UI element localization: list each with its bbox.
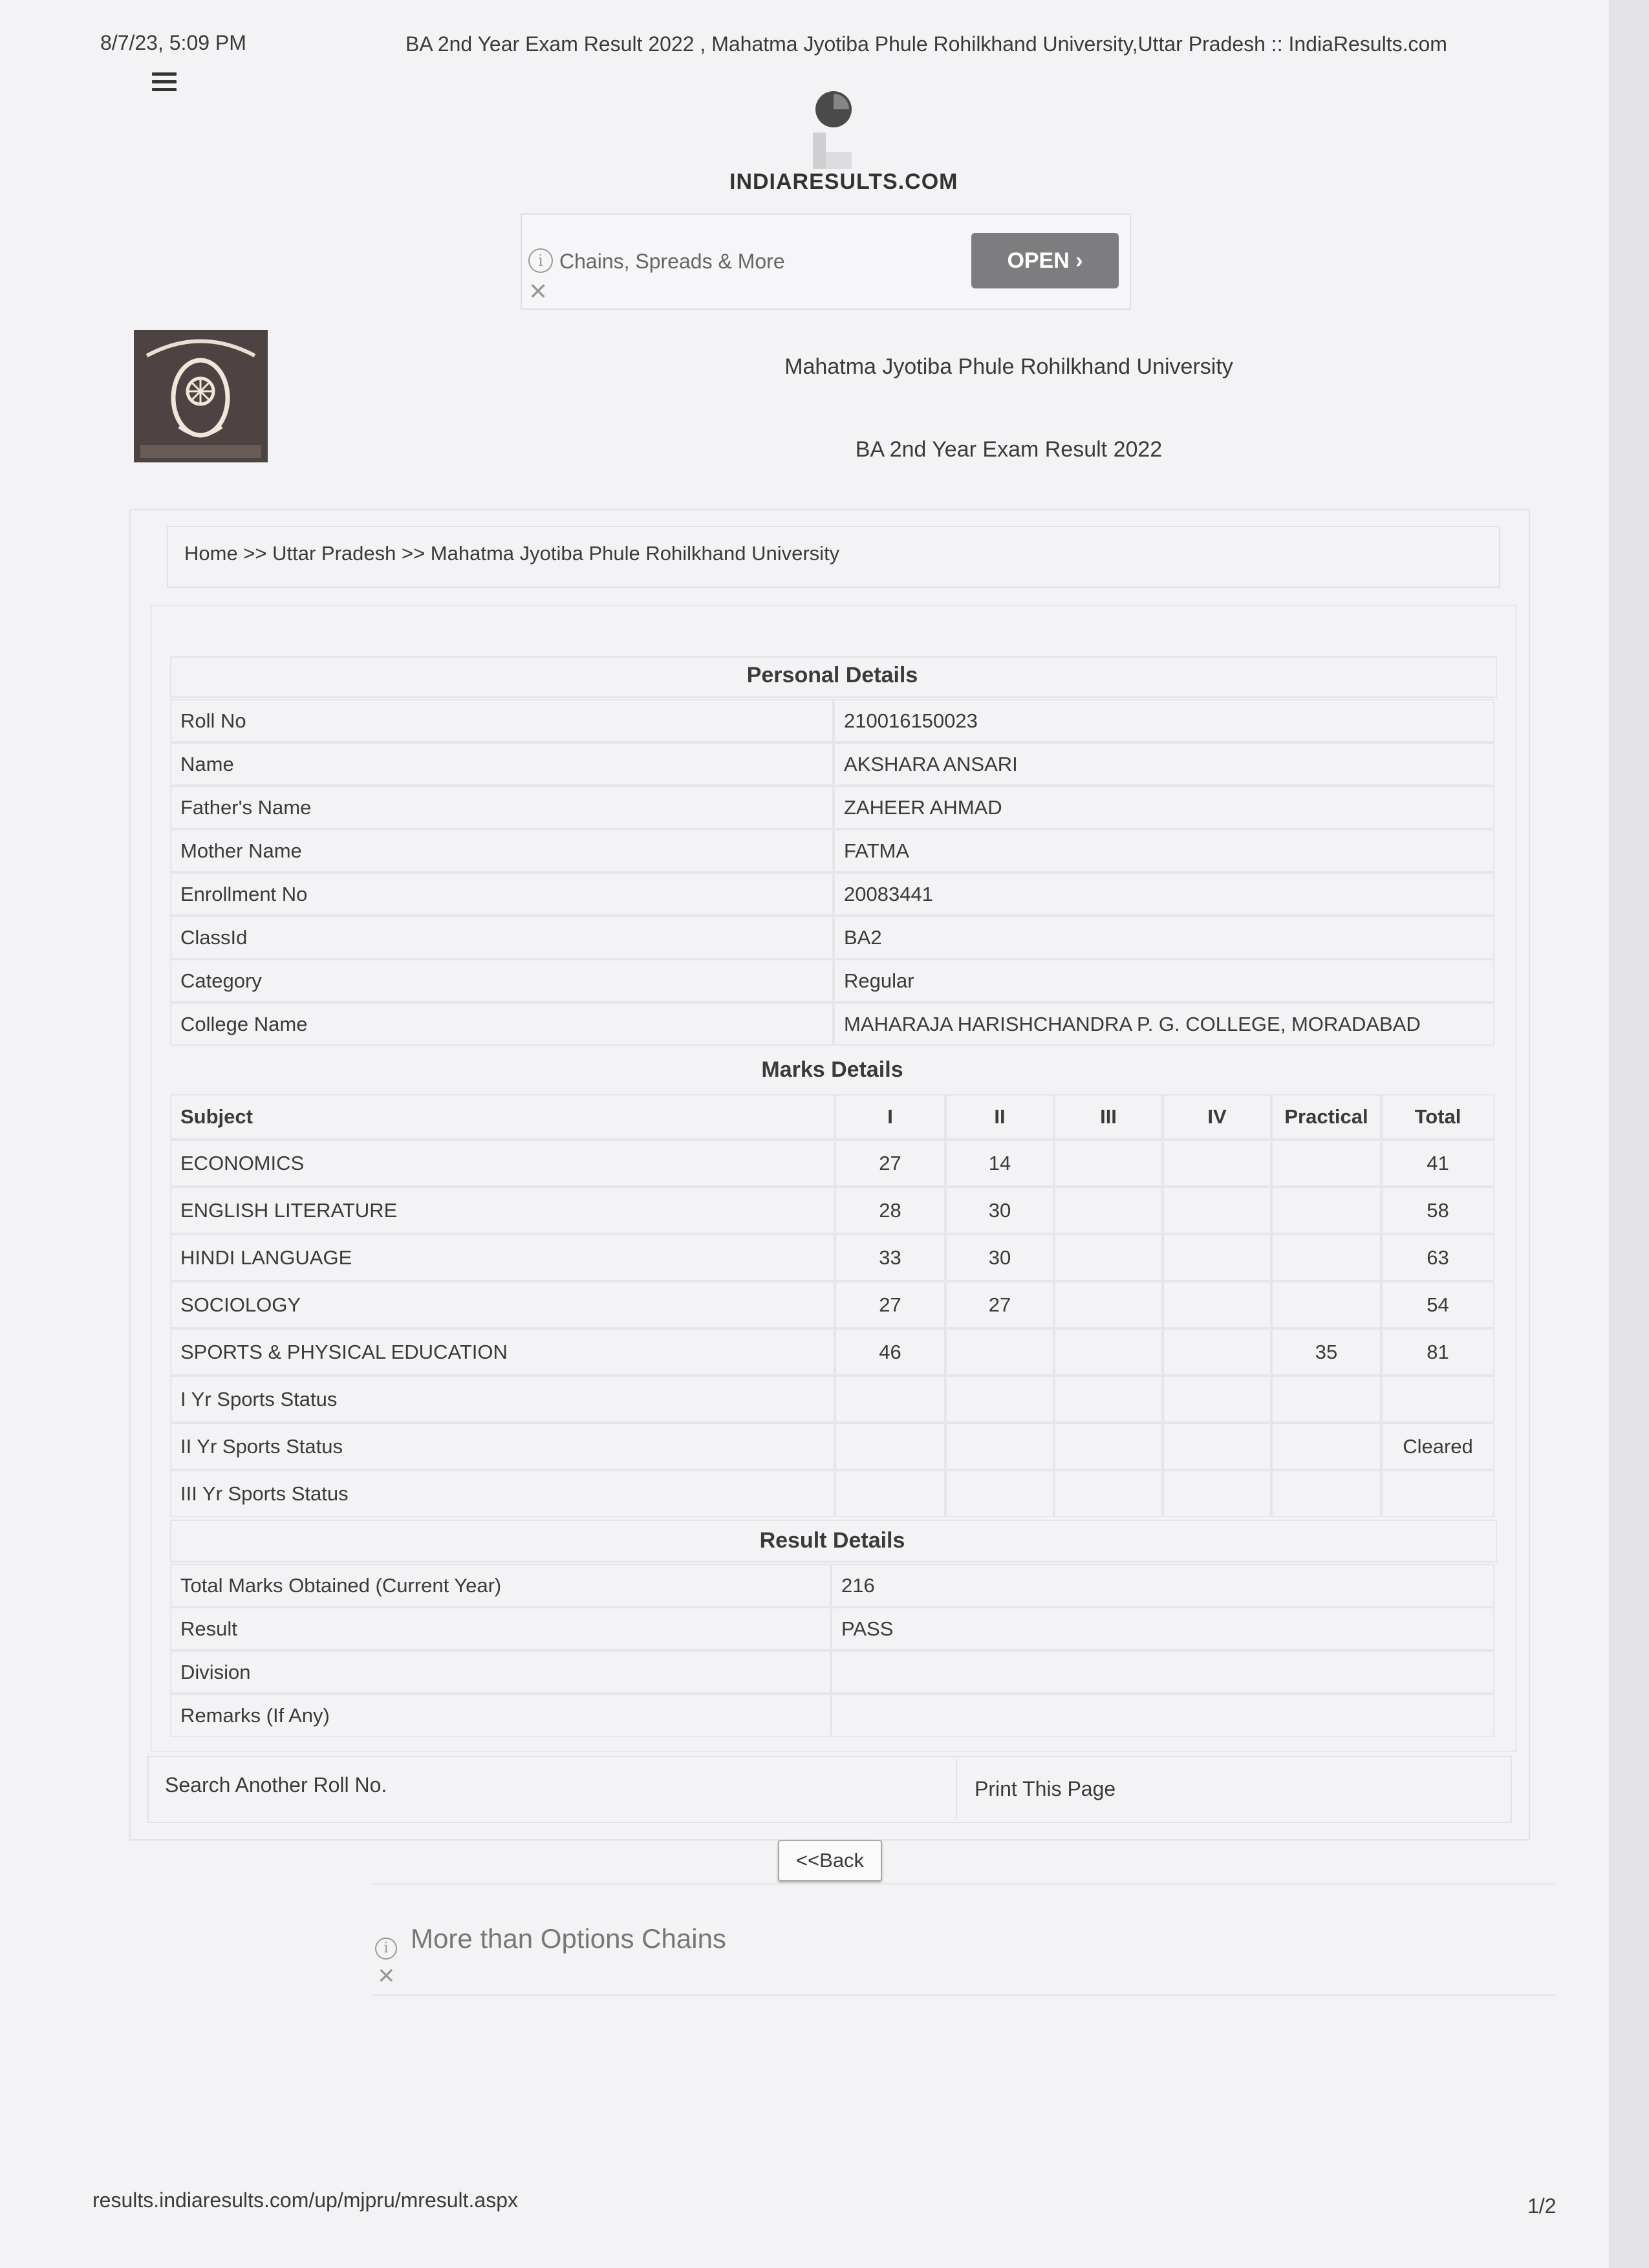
marks-cell bbox=[835, 1470, 945, 1517]
marks-column-header: Total bbox=[1381, 1094, 1494, 1139]
marks-cell: Cleared bbox=[1381, 1423, 1494, 1470]
subject-name: ECONOMICS bbox=[170, 1139, 835, 1187]
detail-value: Regular bbox=[834, 959, 1494, 1002]
marks-cell: 81 bbox=[1381, 1328, 1494, 1376]
detail-value: 20083441 bbox=[834, 872, 1494, 916]
marks-cell bbox=[1271, 1187, 1381, 1234]
detail-label: Father's Name bbox=[170, 786, 834, 829]
detail-label: Category bbox=[170, 959, 834, 1002]
marks-cell: 33 bbox=[835, 1234, 945, 1281]
marks-cell bbox=[1054, 1470, 1163, 1517]
marks-cell bbox=[1271, 1234, 1381, 1281]
detail-value: MAHARAJA HARISHCHANDRA P. G. COLLEGE, MORADABAD bbox=[834, 1002, 1494, 1046]
detail-label: Roll No bbox=[170, 699, 834, 742]
marks-column-header: Practical bbox=[1271, 1094, 1381, 1139]
detail-value: ZAHEER AHMAD bbox=[834, 786, 1494, 829]
marks-cell bbox=[1163, 1328, 1271, 1376]
marks-cell bbox=[1163, 1423, 1271, 1470]
marks-cell bbox=[1381, 1376, 1494, 1423]
marks-cell bbox=[1054, 1187, 1163, 1234]
marks-column-header: IV bbox=[1163, 1094, 1271, 1139]
breadcrumb-text[interactable]: Home >> Uttar Pradesh >> Mahatma Jyotiba Phule Rohilkhand University bbox=[184, 542, 840, 565]
action-divider bbox=[956, 1759, 957, 1820]
marks-cell bbox=[1163, 1470, 1271, 1517]
marks-cell bbox=[1271, 1376, 1381, 1423]
result-value: PASS bbox=[831, 1607, 1494, 1650]
detail-value: AKSHARA ANSARI bbox=[834, 742, 1494, 786]
indiaresults-logo-icon[interactable] bbox=[812, 87, 856, 178]
marks-cell: 27 bbox=[945, 1281, 1054, 1328]
subject-name: SPORTS & PHYSICAL EDUCATION bbox=[170, 1328, 835, 1376]
marks-cell bbox=[1381, 1470, 1494, 1517]
marks-cell bbox=[1054, 1423, 1163, 1470]
result-label: Result bbox=[170, 1607, 831, 1650]
ad-info-icon[interactable]: i bbox=[375, 1938, 397, 1960]
subject-name: HINDI LANGUAGE bbox=[170, 1234, 835, 1281]
subject-name: I Yr Sports Status bbox=[170, 1376, 835, 1423]
back-button[interactable]: <<Back bbox=[778, 1840, 882, 1881]
hamburger-icon[interactable] bbox=[152, 72, 177, 94]
result-value bbox=[831, 1694, 1494, 1737]
marks-cell: 27 bbox=[835, 1281, 945, 1328]
detail-label: Enrollment No bbox=[170, 872, 834, 916]
ad-close-icon[interactable]: ✕ bbox=[377, 1964, 396, 1989]
marks-cell bbox=[1271, 1281, 1381, 1328]
result-value: 216 bbox=[831, 1564, 1494, 1607]
detail-value: BA2 bbox=[834, 916, 1494, 959]
marks-cell: 28 bbox=[835, 1187, 945, 1234]
marks-cell: 58 bbox=[1381, 1187, 1494, 1234]
print-footer-url: results.indiaresults.com/up/mjpru/mresult.aspx bbox=[92, 2188, 519, 2212]
marks-cell bbox=[1271, 1139, 1381, 1187]
page-edge bbox=[1609, 0, 1649, 2268]
marks-cell: 63 bbox=[1381, 1234, 1494, 1281]
marks-cell bbox=[945, 1470, 1054, 1517]
result-value bbox=[831, 1650, 1494, 1694]
detail-value: FATMA bbox=[834, 829, 1494, 872]
marks-cell bbox=[1163, 1139, 1271, 1187]
marks-cell bbox=[1163, 1281, 1271, 1328]
result-details-heading: Result Details bbox=[759, 1528, 905, 1553]
ad-open-button[interactable]: OPEN › bbox=[971, 233, 1119, 288]
marks-cell bbox=[1054, 1328, 1163, 1376]
personal-details-heading: Personal Details bbox=[746, 663, 918, 687]
detail-label: Name bbox=[170, 742, 834, 786]
marks-cell bbox=[1163, 1187, 1271, 1234]
marks-cell bbox=[945, 1376, 1054, 1423]
marks-cell bbox=[835, 1423, 945, 1470]
print-page-number: 1/2 bbox=[1527, 2194, 1557, 2218]
detail-label: College Name bbox=[170, 1002, 834, 1046]
marks-column-header: I bbox=[835, 1094, 945, 1139]
marks-cell: 54 bbox=[1381, 1281, 1494, 1328]
marks-cell bbox=[1163, 1376, 1271, 1423]
subject-column-header: Subject bbox=[170, 1094, 835, 1139]
detail-label: ClassId bbox=[170, 916, 834, 959]
marks-cell bbox=[945, 1423, 1054, 1470]
print-page-link[interactable]: Print This Page bbox=[975, 1777, 1116, 1800]
university-name: Mahatma Jyotiba Phule Rohilkhand University bbox=[784, 354, 1233, 379]
subject-name: III Yr Sports Status bbox=[170, 1470, 835, 1517]
exam-title: BA 2nd Year Exam Result 2022 bbox=[855, 437, 1163, 462]
ad-close-icon[interactable]: ✕ bbox=[528, 278, 548, 305]
marks-cell bbox=[1163, 1234, 1271, 1281]
print-page-title: BA 2nd Year Exam Result 2022 , Mahatma Jyotiba Phule Rohilkhand University,Uttar Pradesh :: IndiaResults.com bbox=[405, 32, 1447, 56]
marks-cell: 35 bbox=[1271, 1328, 1381, 1376]
site-logo-text: INDIARESULTS.COM bbox=[729, 169, 958, 194]
result-label: Remarks (If Any) bbox=[170, 1694, 831, 1737]
bottom-advertisement bbox=[372, 1883, 1555, 1996]
top-advertisement bbox=[521, 213, 1131, 310]
ad-text: More than Options Chains bbox=[411, 1923, 726, 1954]
print-date: 8/7/23, 5:09 PM bbox=[100, 31, 246, 54]
marks-cell bbox=[1054, 1234, 1163, 1281]
subject-name: II Yr Sports Status bbox=[170, 1423, 835, 1470]
marks-cell bbox=[835, 1376, 945, 1423]
marks-cell: 30 bbox=[945, 1234, 1054, 1281]
ad-text: Chains, Spreads & More bbox=[559, 250, 785, 273]
marks-cell: 14 bbox=[945, 1139, 1054, 1187]
marks-cell bbox=[1271, 1423, 1381, 1470]
marks-cell: 27 bbox=[835, 1139, 945, 1187]
marks-cell bbox=[1054, 1139, 1163, 1187]
marks-column-header: III bbox=[1054, 1094, 1163, 1139]
ad-info-icon[interactable]: i bbox=[528, 248, 553, 273]
marks-cell bbox=[1054, 1376, 1163, 1423]
subject-name: ENGLISH LITERATURE bbox=[170, 1187, 835, 1234]
marks-column-header: II bbox=[945, 1094, 1054, 1139]
result-label: Total Marks Obtained (Current Year) bbox=[170, 1564, 831, 1607]
detail-value: 210016150023 bbox=[834, 699, 1494, 742]
marks-cell bbox=[1271, 1470, 1381, 1517]
marks-cell bbox=[1054, 1281, 1163, 1328]
marks-cell bbox=[945, 1328, 1054, 1376]
marks-cell: 30 bbox=[945, 1187, 1054, 1234]
subject-name: SOCIOLOGY bbox=[170, 1281, 835, 1328]
marks-cell: 41 bbox=[1381, 1139, 1494, 1187]
marks-cell: 46 bbox=[835, 1328, 945, 1376]
detail-label: Mother Name bbox=[170, 829, 834, 872]
search-another-link[interactable]: Search Another Roll No. bbox=[165, 1773, 387, 1797]
result-label: Division bbox=[170, 1650, 831, 1694]
marks-details-heading: Marks Details bbox=[761, 1057, 903, 1082]
